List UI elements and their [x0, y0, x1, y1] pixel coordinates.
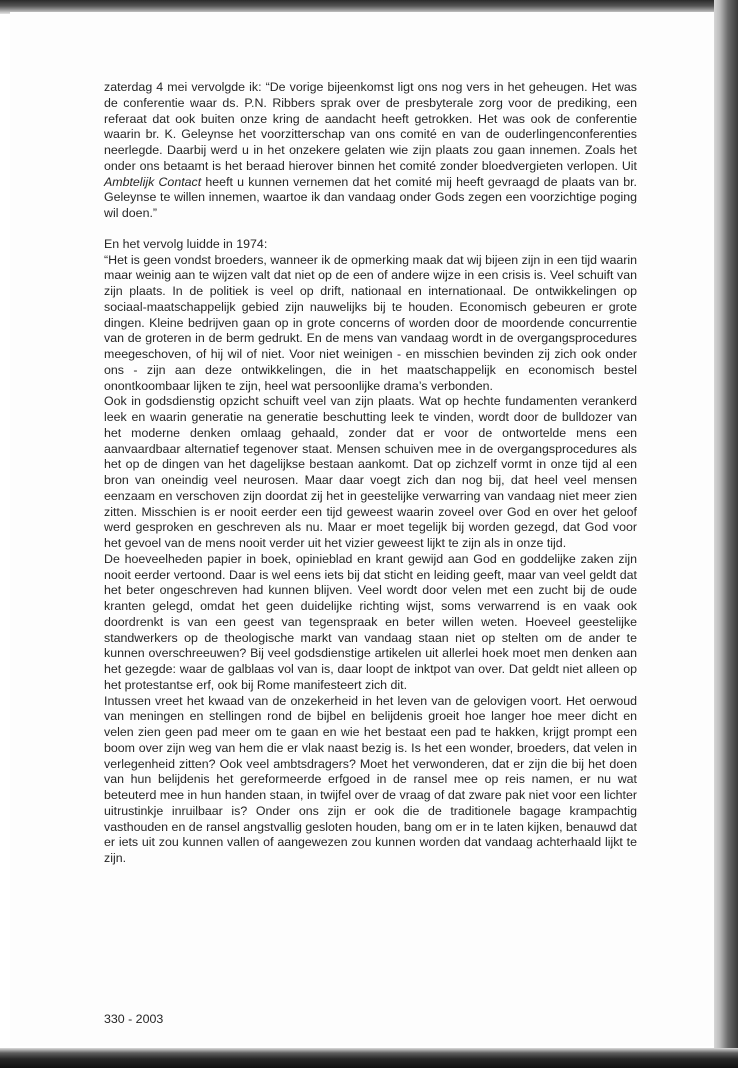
paragraph-2: [104, 237, 637, 253]
paragraph-5-text: De hoeveelheden papier in boek, opinieblad en krant gewijd aan God en goddelijke zaken zijn nooit eerder vertoond. Daar is wel eens iets bij dat sticht en leiding geeft, maar van veel geldt dat het beter ongeschreven had kunnen blijven. Veel wordt door velen met een zucht bij de oude kranten gelegd, omdat het geen duidelijke richting wijst, soms verwarrend is en vaak ook doordrenkt is van een geest van tegenspraak en beter willen weten. Hoeveel geestelijke standwerkers op de theologische markt van vandaag staan niet op stelten om de ander te kunnen overschreeuwen? Bij veel godsdienstige artikelen uit allerlei hoek moet men denken aan het gezegde: waar de galblaas vol van is, daar loopt de inktpot van over. Dat geldt niet alleen op het protestantse erf, ook bij Rome manifesteert zich dit.: [104, 551, 637, 692]
paragraph-3: [104, 253, 637, 395]
paragraph-5: [104, 552, 637, 694]
paragraph-3-text: “Het is geen vondst broeders, wanneer ik de opmerking maak dat wij bijeen zijn in een tijd waarin maar weinig aan te wijzen valt dat niet op de een of andere wijze in een crisis is. Veel schuift van zijn plaats. In de politiek is veel op drift, nationaal en internationaal. De ontwikkelingen op sociaal-maatschappelijk gebied zijn nauwelijks bij te houden. Economisch gebeuren er grote dingen. Kleine bedrijven gaan op in grote concerns of worden door de moordende concurrentie van de groteren in de berm gedrukt. En de mens van vandaag wordt in de overgangsprocedures meegeschoven, of hij wil of niet. Voor niet weinigen - en misschien bevinden zij zich ook onder ons - zijn aan deze ontwikkelingen, die in het maatschappelijk en economisch bestel onontkoombaar lijken te zijn, heel wat persoonlijke drama’s verbonden.: [104, 252, 637, 393]
paragraph-6-text: Intussen vreet het kwaad van de onzekerheid in het leven van de gelovigen voort. Het oerwoud van meningen en stellingen rond de bijbel en belijdenis groeit hoe langer hoe meer dicht en velen zien geen pad meer om te gaan en wie het bestaat een pad te hakken, krijgt prompt een boom over zijn weg van hem die er vlak naast bezig is. Is het een wonder, broeders, dat velen in verlegenheid zitten? Ook veel ambtsdragers? Moet het verwonderen, dat er zijn die bij het doen van hun belijdenis het gereformeerde erfgoed in de ransel mee op reis namen, er nu wat beteuterd mee in hun handen staan, in twijfel over de vraag of dat zware pak niet voor een lichter uitrustinkje inruilbaar is? Onder ons zijn er ook die de traditionele bagage krampachtig vasthouden en de ransel angstvallig gesloten houden, bang om er in te laten kijken, benauwd dat er iets uit zou kunnen vallen of aangewezen zou kunnen worden dat vandaag achterhaald lijkt te zijn.: [104, 693, 637, 865]
paragraph-1-part-3: heeft u kunnen vernemen dat het comité mij heeft gevraagd de plaats van br. Geleynse te willen innemen, waartoe ik dan vandaag onder Gods zegen een voorzichtige poging wil doen.”: [104, 174, 637, 220]
paragraph-2-text: En het vervolg luidde in 1974:: [104, 236, 268, 251]
paragraph-1: [104, 80, 637, 222]
publication-title: Ambtelijk Contact: [104, 174, 202, 189]
paragraph-1-part-1: zaterdag 4 mei vervolgde ik: “De vorige bijeenkomst ligt ons nog vers in het geheugen. Het was de conferentie waar ds. P.N. Ribbers sprak over de presbyterale zorg voor de prediking, een referaat dat ook buiten onze kring de aandacht heeft getrokken. Het was ook de conferentie waarin br. K. Geleynse het voorzitterschap van ons comité en van de ouderlingenconferenties neerlegde. Daarbij werd u in het onzekere gelaten wie zijn plaats zou gaan innemen. Zoals het onder ons betaamt is het beraad hierover binnen het comité zonder bloedvergieten verlopen. Uit: [104, 80, 637, 173]
paragraph-4-text: Ook in godsdienstig opzicht schuift veel van zijn plaats. Wat op hechte fundamenten verankerd leek en waarin generatie na generatie beschutting leek te vinden, wordt door de bulldozer van het moderne denken omlaag gehaald, zonder dat er voor de ontwortelde mens een aanvaardbaar alternatief tegenover staat. Mensen schuiven mee in de overgangsprocedures als het op de dingen van het dagelijkse bestaan aankomt. Dat op zichzelf vormt in onze tijd al een bron van oneindig veel neurosen. Maar daar voegt zich dan nog bij, dat heel veel mensen eenzaam en verschoven zijn doordat zij het in geestelijke verwarring van vandaag niet meer zien zitten. Misschien is er nooit eerder een tijd geweest waarin zoveel over God en over het geloof werd gesproken en geschreven als nu. Maar er moet tegelijk bij worden gezegd, dat God voor het gevoel van de mens nooit verder uit het vizier geweest lijkt te zijn als in onze tijd.: [104, 394, 637, 550]
scan-edge-bottom: [0, 1048, 738, 1068]
body-text: [104, 80, 637, 867]
paragraph-6: [104, 694, 637, 867]
scan-edge-right: [714, 0, 738, 1068]
page-number: 330 - 2003: [104, 1012, 164, 1026]
paragraph-4: [104, 394, 637, 552]
